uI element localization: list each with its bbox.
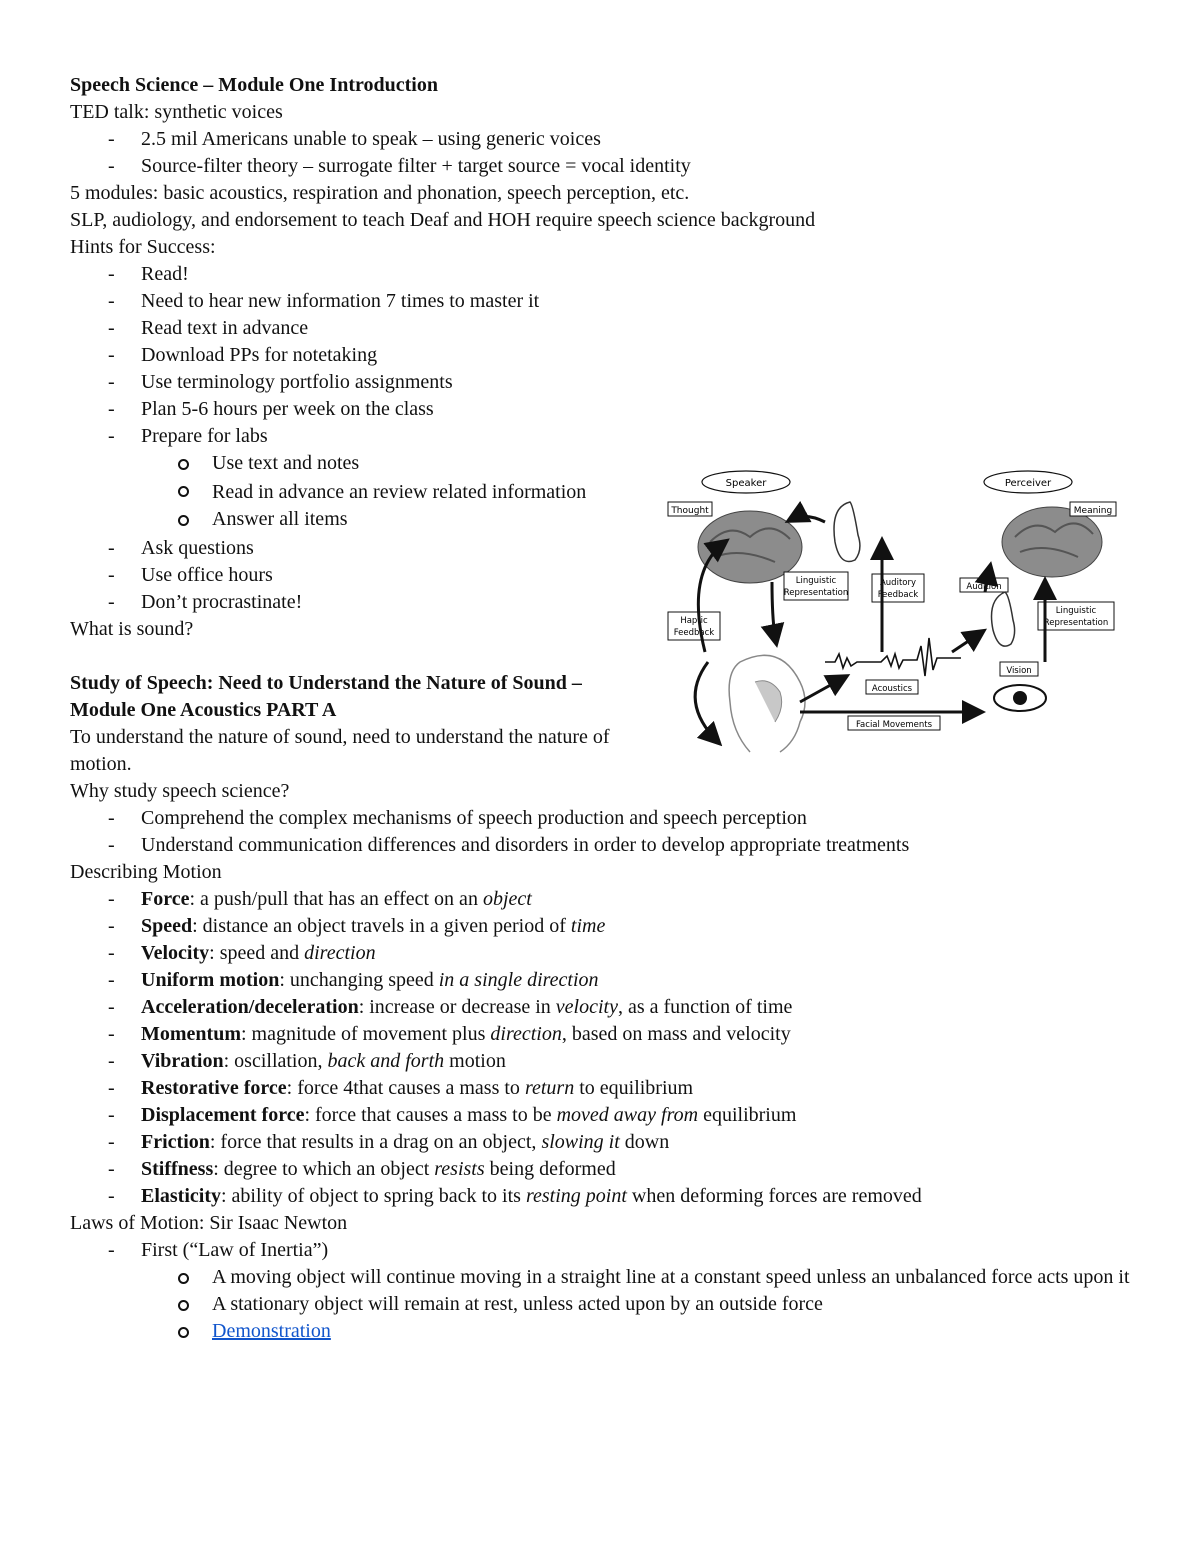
sub-list-item bbox=[70, 1318, 1150, 1345]
linguistic-label: Linguistic bbox=[795, 576, 837, 586]
sub-list-item: A stationary object will remain at rest, unless acted upon by an outside force bbox=[70, 1291, 1150, 1318]
term-definition: : a push/pull that has an effect on an bbox=[189, 888, 483, 910]
thought-label: Thought bbox=[671, 506, 709, 516]
term-emphasis: resting point bbox=[525, 1185, 627, 1207]
motion-term-item bbox=[70, 1129, 1150, 1156]
motion-term-item bbox=[70, 913, 1150, 940]
feedback-label: Feedback bbox=[673, 628, 715, 638]
acoustics-label: Acoustics bbox=[871, 684, 913, 694]
laws-heading: Laws of Motion: Sir Isaac Newton bbox=[70, 1212, 348, 1234]
motion-term-item bbox=[70, 886, 1150, 913]
nature-line: To understand the nature of sound, need to understand the nature of motion. bbox=[70, 726, 610, 775]
term-definition: : oscillation, bbox=[223, 1050, 328, 1072]
term-definition-end: when deforming forces are removed bbox=[626, 1185, 922, 1207]
sound-waveform bbox=[825, 638, 961, 676]
term-name: Uniform motion bbox=[141, 969, 280, 991]
sub-list-item: Use text and notes bbox=[70, 450, 1150, 477]
perceiver-label: Perceiver bbox=[1004, 478, 1052, 489]
ted-line: TED talk: synthetic voices bbox=[70, 101, 283, 123]
term-emphasis: return bbox=[524, 1077, 575, 1099]
term-name: Elasticity bbox=[141, 1185, 221, 1207]
list-item: - Use terminology portfolio assignments bbox=[70, 369, 1150, 396]
list-item: - Don’t procrastinate! bbox=[70, 589, 1150, 616]
term-definition: : increase or decrease in bbox=[358, 996, 556, 1018]
term-name: Velocity bbox=[141, 942, 210, 964]
term-name: Stiffness bbox=[141, 1158, 214, 1180]
motion-term-item bbox=[70, 994, 1150, 1021]
meaning-label: Meaning bbox=[1073, 506, 1113, 516]
term-definition: : distance an object travels in a given period of bbox=[192, 915, 571, 937]
term-emphasis: resists bbox=[434, 1158, 485, 1180]
motion-terms-list bbox=[70, 886, 1150, 1210]
term-definition-end: , as a function of time bbox=[617, 996, 793, 1018]
term-definition: : magnitude of movement plus bbox=[240, 1023, 491, 1045]
speech-chain-diagram bbox=[660, 462, 1120, 762]
list-item: - Source-filter theory – surrogate filter + target source = vocal identity bbox=[70, 153, 1150, 180]
term-definition: : speed and bbox=[209, 942, 305, 964]
section-title: Study of Speech: Need to Understand the Nature of Sound – Module One Acoustics PART A bbox=[70, 672, 582, 721]
list-item: - Need to hear new information 7 times to master it bbox=[70, 288, 1150, 315]
what-is-sound: What is sound? bbox=[70, 618, 194, 640]
describing-motion-heading: Describing Motion bbox=[70, 861, 222, 883]
term-emphasis: back and forth bbox=[327, 1050, 445, 1072]
list-item: - Read text in advance bbox=[70, 315, 1150, 342]
term-definition: : ability of object to spring back to its bbox=[221, 1185, 526, 1207]
representation-label: Representation bbox=[783, 588, 849, 598]
term-emphasis: direction bbox=[490, 1023, 562, 1045]
term-name: Restorative force bbox=[141, 1077, 287, 1099]
term-name: Vibration bbox=[141, 1050, 224, 1072]
term-name: Displacement force bbox=[141, 1104, 305, 1126]
term-emphasis: slowing it bbox=[541, 1131, 620, 1153]
representation-label: Representation bbox=[1043, 618, 1109, 628]
term-definition-end: , based on mass and velocity bbox=[561, 1023, 791, 1045]
sub-list-item: Read in advance an review related information bbox=[70, 477, 682, 506]
term-emphasis: direction bbox=[304, 942, 376, 964]
list-item: - 2.5 mil Americans unable to speak – using generic voices bbox=[70, 126, 1150, 153]
term-name: Force bbox=[141, 888, 190, 910]
motion-term-item bbox=[70, 1183, 1150, 1210]
modules-line: 5 modules: basic acoustics, respiration and phonation, speech perception, etc. bbox=[70, 182, 690, 204]
list-item: - Comprehend the complex mechanisms of speech production and speech perception bbox=[70, 805, 1150, 832]
sub-list-item: A moving object will continue moving in a straight line at a constant speed unless an unbalanced force acts upon it bbox=[70, 1264, 1200, 1291]
motion-term-item bbox=[70, 1156, 1150, 1183]
vision-label: Vision bbox=[1006, 666, 1032, 676]
speech-chain-figure bbox=[660, 462, 1120, 762]
list-item: - Use office hours bbox=[70, 562, 1150, 589]
term-definition: : force 4that causes a mass to bbox=[286, 1077, 525, 1099]
term-name: Friction bbox=[141, 1131, 210, 1153]
term-name: Speed bbox=[141, 915, 193, 937]
term-definition-end: to equilibrium bbox=[574, 1077, 694, 1099]
term-definition: : unchanging speed bbox=[279, 969, 439, 991]
motion-term-item bbox=[70, 940, 1150, 967]
term-definition: : force that results in a drag on an object, bbox=[209, 1131, 542, 1153]
sub-list-item: Answer all items bbox=[70, 506, 1150, 533]
slp-line: SLP, audiology, and endorsement to teach Deaf and HOH require speech science background bbox=[70, 209, 816, 231]
ear-icon bbox=[992, 592, 1015, 646]
intro-title: Speech Science – Module One Introduction bbox=[70, 74, 438, 96]
hints-heading: Hints for Success: bbox=[70, 236, 216, 258]
haptic-label: Haptic bbox=[680, 616, 708, 626]
list-item: - Plan 5-6 hours per week on the class bbox=[70, 396, 1150, 423]
list-item: - Ask questions bbox=[70, 535, 1150, 562]
term-definition-end: equilibrium bbox=[698, 1104, 797, 1126]
term-emphasis: time bbox=[570, 915, 606, 937]
ear-icon bbox=[834, 502, 860, 562]
motion-term-item bbox=[70, 1075, 1150, 1102]
linguistic-label: Linguistic bbox=[1055, 606, 1097, 616]
motion-term-item bbox=[70, 1021, 1150, 1048]
why-line: Why study speech science? bbox=[70, 780, 290, 802]
motion-term-item bbox=[70, 1102, 1150, 1129]
speaker-label: Speaker bbox=[725, 478, 767, 489]
term-name: Acceleration/deceleration bbox=[141, 996, 359, 1018]
term-definition: : degree to which an object bbox=[213, 1158, 435, 1180]
list-item: - First (“Law of Inertia”) bbox=[70, 1237, 1150, 1264]
term-emphasis: in a single direction bbox=[438, 969, 599, 991]
list-item: - Download PPs for notetaking bbox=[70, 342, 1150, 369]
term-definition-end: being deformed bbox=[484, 1158, 616, 1180]
facial-movements-label: Facial Movements bbox=[855, 720, 933, 730]
term-definition-end: motion bbox=[444, 1050, 506, 1072]
demonstration-link[interactable]: Demonstration bbox=[212, 1320, 331, 1342]
term-name: Momentum bbox=[141, 1023, 241, 1045]
audition-label: Audition bbox=[966, 582, 1002, 592]
term-emphasis: moved away from bbox=[556, 1104, 699, 1126]
feedback-label: Feedback bbox=[877, 590, 919, 600]
list-item: - Prepare for labs bbox=[70, 423, 1150, 450]
term-definition: : force that causes a mass to be bbox=[304, 1104, 557, 1126]
list-item: - Read! bbox=[70, 261, 1150, 288]
term-definition-end: down bbox=[619, 1131, 670, 1153]
term-emphasis: velocity bbox=[555, 996, 618, 1018]
auditory-label: Auditory bbox=[879, 578, 917, 588]
motion-term-item bbox=[70, 967, 1150, 994]
motion-term-item bbox=[70, 1048, 1150, 1075]
term-emphasis: object bbox=[482, 888, 532, 910]
list-item: - Understand communication differences and disorders in order to develop appropriate treatments bbox=[70, 832, 1150, 859]
perceiver-brain-icon bbox=[1002, 507, 1102, 577]
